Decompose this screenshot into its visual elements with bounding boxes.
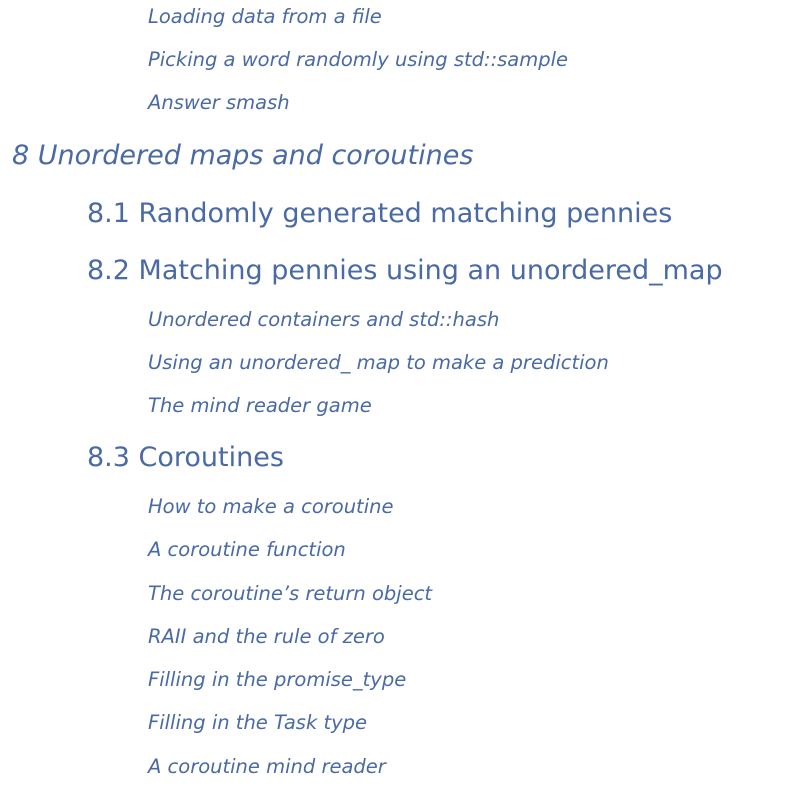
toc-subsection-link[interactable]: How to make a coroutine <box>148 495 394 518</box>
toc-subsection-link[interactable]: RAII and the rule of zero <box>148 625 385 648</box>
toc-section-heading[interactable]: 8.2 Matching pennies using an unordered_map <box>87 255 723 286</box>
toc-subsection-link[interactable]: The mind reader game <box>148 394 372 417</box>
toc-subsection-link[interactable]: Filling in the promise_type <box>148 668 407 691</box>
toc-section-heading[interactable]: 8.3 Coroutines <box>87 442 284 473</box>
toc-subsection-link[interactable]: Filling in the Task type <box>148 711 368 734</box>
toc-subsection-link[interactable]: Answer smash <box>148 91 290 114</box>
toc-chapter-heading[interactable]: 8 Unordered maps and coroutines <box>12 140 474 171</box>
toc-section-heading[interactable]: 8.1 Randomly generated matching pennies <box>87 198 673 229</box>
toc-subsection-link[interactable]: Unordered containers and std::hash <box>148 308 500 331</box>
toc-subsection-link[interactable]: A coroutine function <box>148 538 346 561</box>
toc-subsection-link[interactable]: Loading data from a file <box>148 5 382 28</box>
toc-subsection-link[interactable]: Using an unordered_ map to make a prediction <box>148 351 609 374</box>
toc-subsection-link[interactable]: The coroutine’s return object <box>148 582 433 605</box>
toc-subsection-link[interactable]: A coroutine mind reader <box>148 755 386 778</box>
toc-subsection-link[interactable]: Picking a word randomly using std::sample <box>148 48 569 71</box>
